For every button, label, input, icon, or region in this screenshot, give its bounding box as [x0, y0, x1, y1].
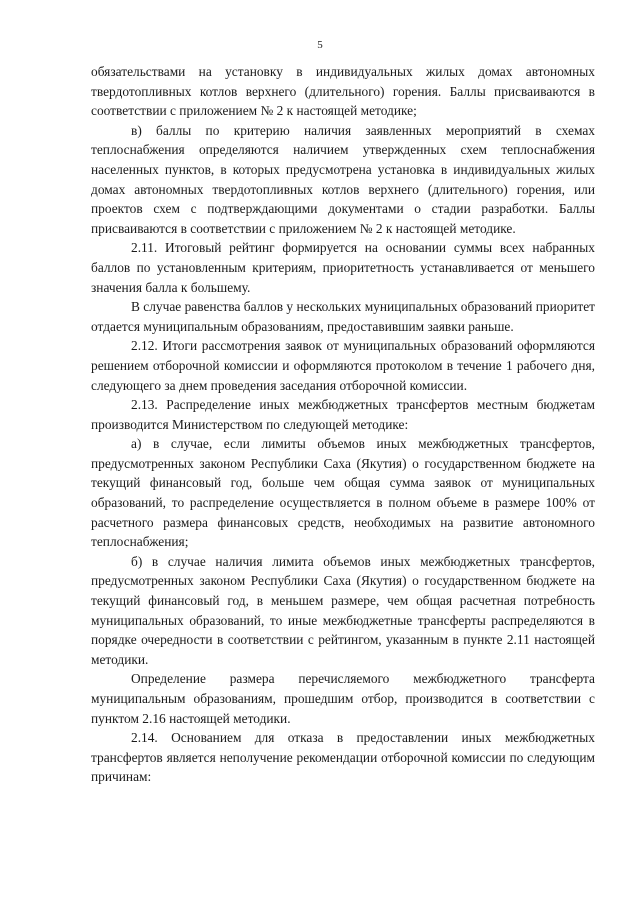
paragraph: Определение размера перечисляемого межбюджетного трансферта муниципальным образованиям, прошедшим отбор, производится в соответствии с пунктом 2.16 настоящей методики. [91, 671, 595, 726]
paragraph: В случае равенства баллов у нескольких муниципальных образований приоритет отдается муниципальным образованиям, предоставившим заявки раньше. [91, 299, 595, 334]
document-body [91, 62, 595, 787]
paragraph: в) баллы по критерию наличия заявленных мероприятий в схемах теплоснабжения определяются наличием утвержденных схем теплоснабжения населенных пунктов, в которых предусмотрена установка в индивидуальных жилых домах автономных твердотопливных котлов верхнего (длительного) горения, или проектов схем с подтверждающими документами о стадии разработки. Баллы присваиваются в соответствии с приложением № 2 к настоящей методике. [91, 122, 595, 236]
paragraph: 2.11. Итоговый рейтинг формируется на основании суммы всех набранных баллов по установленным критериям, приоритетность устанавливается от меньшего значения балла к большему. [91, 240, 595, 295]
paragraph: б) в случае наличия лимита объемов иных межбюджетных трансфертов, предусмотренных законом Республики Саха (Якутия) о государственном бюджете на текущий финансовый год, в меньшем размере, чем общая расчетная потребность муниципальных образований, то иные межбюджетные трансферты распределяются в порядке очередности в соответствии с рейтингом, указанным в пункте 2.11 настоящей методики. [91, 553, 595, 667]
paragraph: 2.12. Итоги рассмотрения заявок от муниципальных образований оформляются решением отборочной комиссии и оформляются протоколом в течение 1 рабочего дня, следующего за днем проведения заседания отборочной комиссии. [91, 338, 595, 393]
paragraph: 2.13. Распределение иных межбюджетных трансфертов местным бюджетам производится Министерством по следующей методике: [91, 397, 595, 432]
page-number: 5 [317, 39, 323, 51]
paragraph: а) в случае, если лимиты объемов иных межбюджетных трансфертов, предусмотренных законом Республики Саха (Якутия) о государственном бюджете на текущий финансовый год, больше чем общая сумма заявок от муниципальных образований, то распределение осуществляется в полном объеме в размере 100% от расчетного размера финансовых средств, необходимых на развитие автономного теплоснабжения; [91, 436, 595, 550]
paragraph: обязательствами на установку в индивидуальных жилых домах автономных твердотопливных котлов верхнего (длительного) горения. Баллы присваиваются в соответствии с приложением № 2 к настоящей методике; [91, 64, 595, 119]
paragraph: 2.14. Основанием для отказа в предоставлении иных межбюджетных трансфертов является неполучение рекомендации отборочной комиссии по следующим причинам: [91, 730, 595, 785]
